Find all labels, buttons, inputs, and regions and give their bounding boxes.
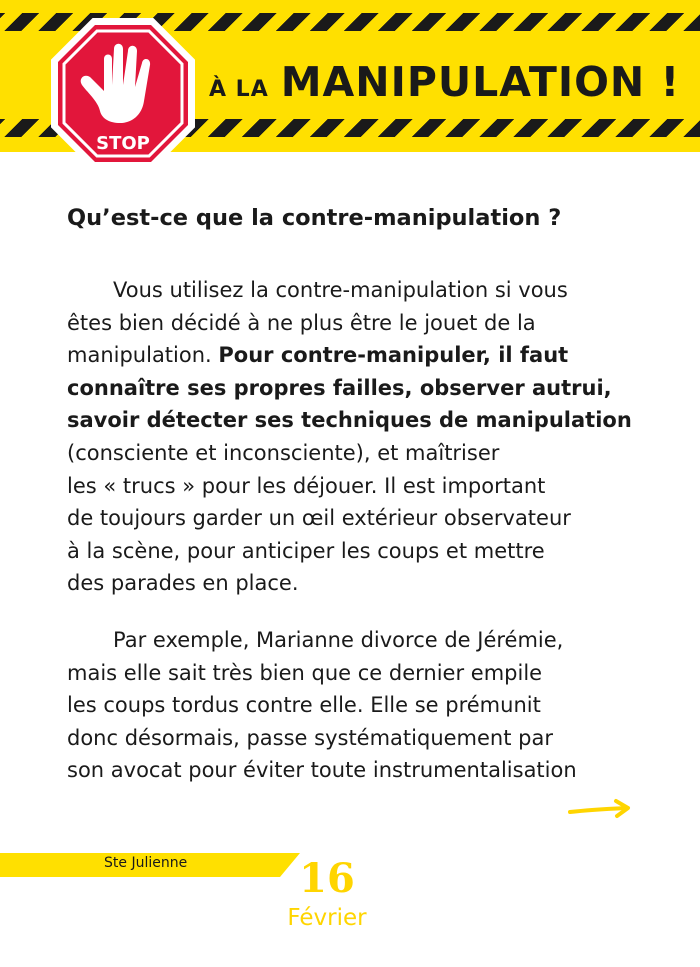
day-number: 16	[299, 855, 355, 902]
section-heading: Qu’est-ce que la contre-manipulation ?	[67, 205, 562, 231]
next-page-arrow-icon[interactable]	[568, 798, 634, 820]
paragraph-line	[67, 372, 647, 405]
month-name: Février	[287, 905, 367, 931]
bold-text-run: Pour contre-manipuler, il faut	[218, 343, 569, 368]
paragraph-line: à la scène, pour anticiper les coups et mettre	[67, 538, 545, 563]
paragraph-line: les « trucs » pour les déjouer. Il est important	[67, 473, 546, 498]
title-prefix: À LA	[209, 77, 269, 102]
paragraph-1	[67, 274, 647, 600]
paragraph-line: son avocat pour éviter toute instrumentalisation	[67, 758, 577, 783]
paragraph-line	[67, 339, 647, 372]
bold-text-run: savoir détecter ses techniques de manipulation	[67, 408, 632, 433]
paragraph-line: les coups tordus contre elle. Elle se prémunit	[67, 693, 541, 718]
text-run: manipulation.	[67, 343, 219, 368]
stop-sign-text: STOP	[96, 133, 150, 154]
paragraph-line: de toujours garder un œil extérieur observateur	[67, 506, 571, 531]
stop-sign-icon	[48, 15, 198, 180]
header-title	[209, 58, 680, 108]
paragraph-2	[67, 624, 647, 787]
paragraph-line: des parades en place.	[67, 571, 299, 596]
saint-of-the-day: Ste Julienne	[104, 855, 188, 871]
paragraph-line: Vous utilisez la contre-manipulation si vous	[113, 278, 568, 302]
paragraph-line: (consciente et inconsciente), et maîtriser	[67, 440, 500, 465]
paragraph-line: Par exemple, Marianne divorce de Jérémie,	[113, 628, 564, 652]
paragraph-line	[67, 404, 647, 437]
paragraph-line: mais elle sait très bien que ce dernier empile	[67, 660, 543, 685]
bold-text-run: connaître ses propres failles, observer autrui,	[67, 375, 612, 400]
paragraph-line: êtes bien décidé à ne plus être le jouet de la	[67, 310, 536, 335]
title-main: MANIPULATION !	[280, 58, 681, 106]
paragraph-line: donc désormais, passe systématiquement par	[67, 725, 553, 750]
